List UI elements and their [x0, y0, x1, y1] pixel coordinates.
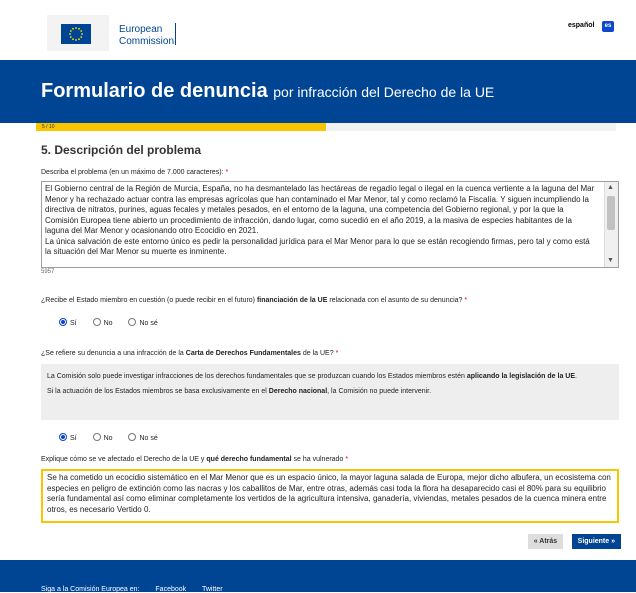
european-commission-logo[interactable] [47, 15, 179, 51]
charter-label-pre: ¿Se refiere su denuncia a una infracción de la [41, 350, 184, 357]
facebook-link[interactable]: Facebook [155, 586, 187, 593]
info-line-1-bold: aplicando la legislación de la UE [466, 373, 576, 380]
textarea-scrollbar[interactable] [604, 182, 618, 267]
logo-divider [175, 23, 176, 45]
info-line-1-post: . [575, 373, 577, 380]
funding-label-post: relacionada con el asunto de su denuncia? [329, 297, 463, 304]
progress-bar [36, 123, 616, 131]
section-title: 5. Descripción del problema [41, 143, 202, 157]
charter-radio-yes[interactable] [59, 433, 77, 442]
funding-question-label [41, 297, 467, 304]
scroll-down-icon[interactable]: ▼ [607, 256, 614, 264]
logo-text [119, 24, 174, 48]
rights-question-label [41, 456, 348, 463]
info-line-1 [47, 371, 613, 382]
problem-description-textarea[interactable] [41, 181, 619, 268]
radio-dot[interactable] [128, 318, 136, 326]
funding-label-bold: financiación de la UE [256, 297, 328, 304]
info-line-2-pre: Si la actuación de los Estados miembros se basa exclusivamente en el [47, 388, 267, 395]
radio-dot[interactable] [93, 318, 101, 326]
navigation-buttons [524, 530, 621, 549]
logo-line-1: European [119, 24, 163, 35]
charter-info-box [41, 364, 619, 420]
required-marker: * [464, 297, 468, 304]
rights-label-post: se ha vulnerado [293, 456, 344, 463]
rights-explanation-text: Se ha cometido un ecocidio sistemático en el Mar Menor que es un espacio único, la mayor laguna salada de Europa, mejor dicho albufera, un ecosistema con especies en peligro de extinción como las nacras y los caballitos de Mar, entre otras, además casi toda la flora ha desaparecido casi el 80% para su equilibrio sería fundamental así como eliminar completamente los vertidos de la agricultura intensiva, ganadería, viviendas, metales pesados de la cuenca minera entre otros, es necesario Vertido 0. [47, 473, 611, 514]
footer-follow-text: Siga a la Comisión Europea en: [41, 586, 140, 593]
rights-label-pre: Explique cómo se ve afectado el Derecho de la UE y [41, 456, 205, 463]
logo-background [47, 15, 109, 51]
radio-label: Sí [70, 320, 77, 327]
footer [0, 560, 636, 592]
next-button[interactable]: Siguiente » [572, 534, 621, 549]
funding-radio-no[interactable] [93, 318, 113, 327]
info-line-1-pre: La Comisión solo puede investigar infracciones de los derechos fundamentales que se produzcan cuando los Estados miembros estén [47, 373, 465, 380]
problem-description-text: El Gobierno central de la Región de Murcia, España, no ha desmantelado las hectáreas de regadío legal o ilegal en la cuenca vertiente a la laguna del Mar Menor y ha rechazado actuar contra las empresas agrícolas que han contaminado el Mar Menor, tal y como reclamó la Fiscalía. Y siguen incumpliendo la directiva de nitratos, purines, aguas fecales y metales pesados, en el entorno de la laguna, una competencia del Gobierno regional, y por la que la Comisión Europea tiene abierto un procedimiento de infracción, dando lugar, como sucedió en el año 2019, a la masiva de especies habitantes de la laguna del Mar Menor y ocasionando otro Ecocidio en 2021. La única salvación de este entorno único es pedir la personalidad jurídica para el Mar Menor para lo que se están recogiendo firmas, pero tal y como está la situación del Mar Menor su muerte es inminente. [45, 184, 595, 256]
language-icon[interactable]: es [602, 21, 614, 32]
problem-label-text: Describa el problema (en un máximo de 7.000 caracteres): [41, 169, 224, 176]
page-title [41, 80, 494, 103]
required-marker: * [345, 456, 349, 463]
funding-label-pre: ¿Recibe el Estado miembro en cuestión (o puede recibir en el futuro) [41, 297, 255, 304]
charter-radio-dontknow[interactable] [128, 433, 157, 442]
page-title-subtitle: por infracción del Derecho de la UE [273, 84, 495, 100]
radio-dot[interactable] [93, 433, 101, 441]
charter-radio-no[interactable] [93, 433, 113, 442]
info-line-2-post: , la Comisión no puede intervenir. [327, 388, 432, 395]
scrollbar-thumb[interactable] [607, 196, 615, 230]
logo-line-2: Commission [119, 36, 175, 47]
page-title-main: Formulario de denuncia [41, 80, 268, 102]
radio-label: Sí [70, 435, 77, 442]
rights-label-bold: qué derecho fundamental [206, 456, 292, 463]
radio-label: No sé [139, 435, 158, 442]
required-marker: * [225, 169, 229, 176]
charter-label-post: de la UE? [302, 350, 334, 357]
top-header [0, 0, 636, 60]
radio-label: No [103, 435, 113, 442]
character-counter: 5957 [41, 269, 55, 275]
radio-label: No sé [139, 320, 158, 327]
radio-dot-selected[interactable] [59, 433, 67, 441]
charter-label-bold: Carta de Derechos Fundamentales [185, 350, 301, 357]
radio-dot[interactable] [128, 433, 136, 441]
charter-question-label [41, 350, 338, 357]
scroll-up-icon[interactable]: ▲ [607, 184, 614, 191]
back-button[interactable]: « Atrás [528, 534, 563, 549]
progress-bar-fill [36, 123, 326, 131]
info-line-2-bold: Derecho nacional [268, 388, 328, 395]
funding-radio-dontknow[interactable] [128, 318, 157, 327]
title-banner [0, 60, 636, 123]
progress-label: 5 / 10 [42, 124, 55, 130]
eu-flag-icon [61, 24, 91, 44]
problem-label [41, 169, 228, 176]
funding-radio-group [59, 318, 172, 327]
charter-radio-group [59, 433, 172, 442]
required-marker: * [335, 350, 339, 357]
twitter-link[interactable]: Twitter [201, 586, 223, 593]
radio-label: No [103, 320, 113, 327]
rights-explanation-textarea[interactable] [41, 469, 619, 523]
funding-radio-yes[interactable] [59, 318, 77, 327]
info-line-2 [47, 386, 613, 397]
language-selector[interactable]: español [568, 22, 595, 29]
radio-dot-selected[interactable] [59, 318, 67, 326]
